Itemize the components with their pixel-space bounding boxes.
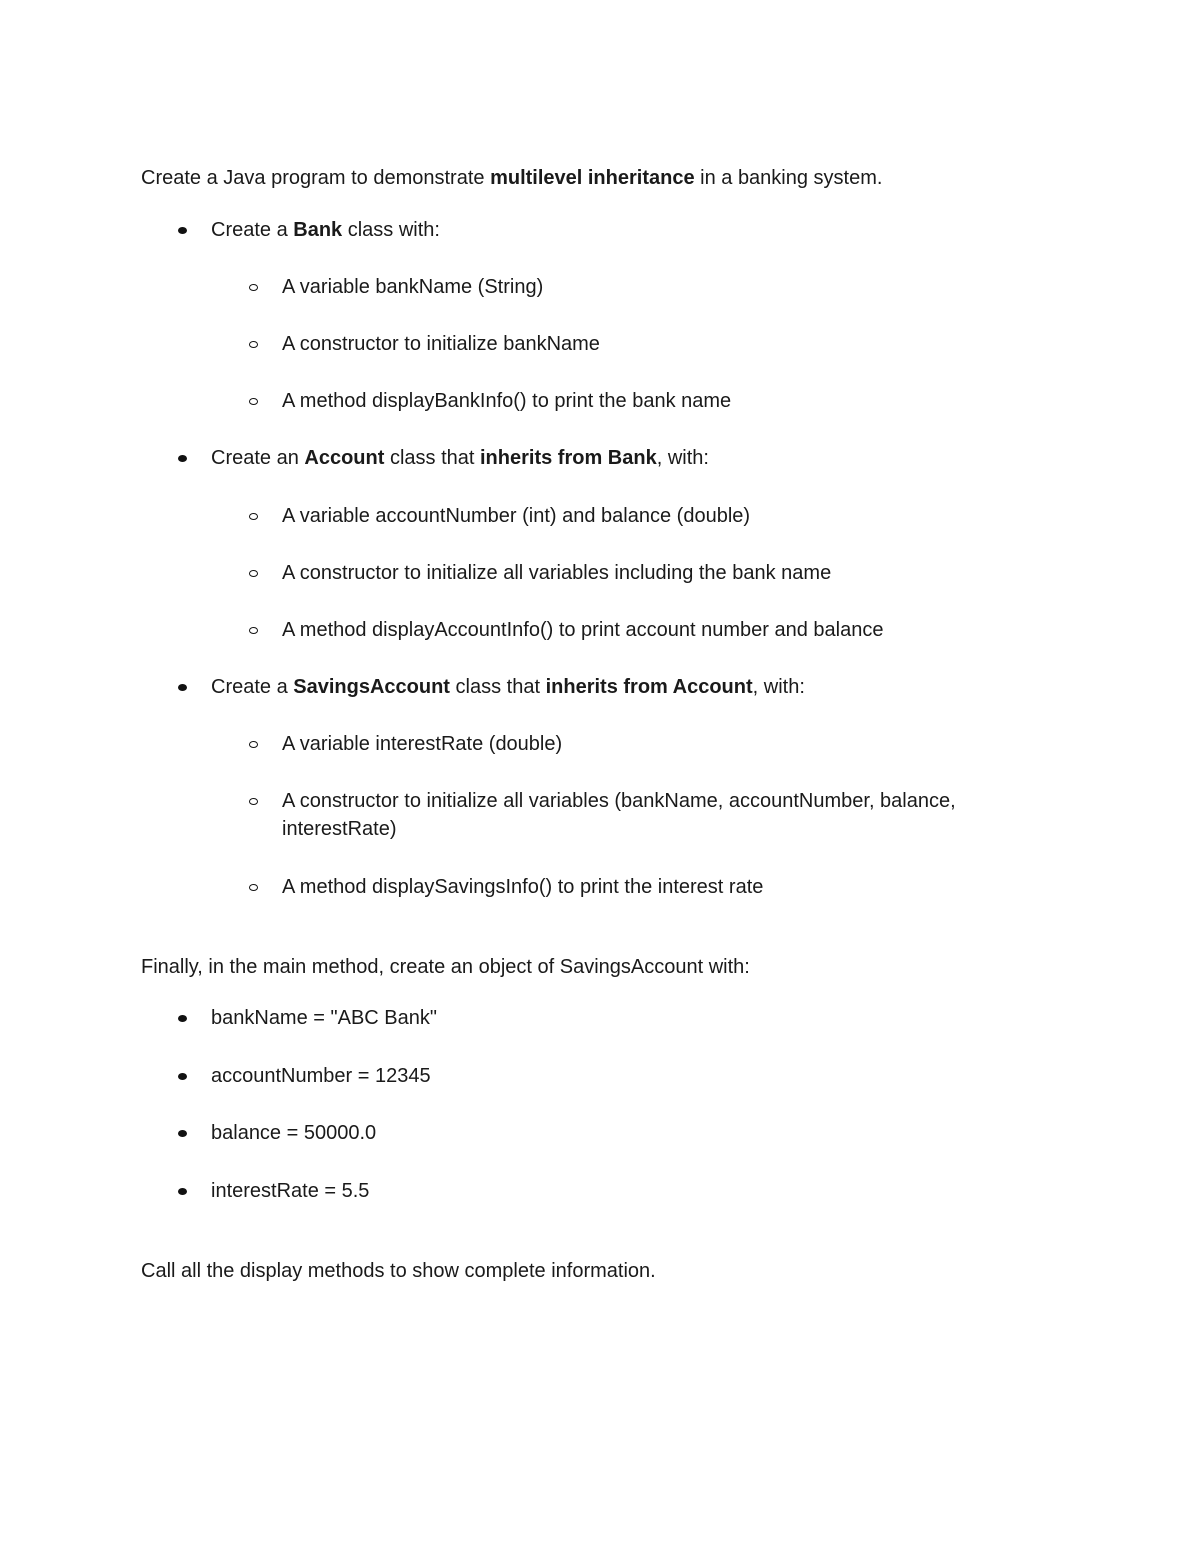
circle-bullet-icon — [249, 513, 258, 520]
bank-bold: Bank — [293, 219, 343, 241]
intro-bold: multilevel inheritance — [490, 167, 695, 189]
bullet-icon — [178, 1188, 187, 1195]
savings-text: Create a — [211, 676, 294, 698]
circle-bullet-icon — [249, 798, 258, 805]
closing-paragraph: Call all the display methods to show complete information. — [141, 1260, 656, 1282]
circle-bullet-icon — [249, 627, 258, 634]
circle-bullet-icon — [249, 884, 258, 891]
savings-inherits-bold: inherits from Account — [545, 676, 753, 698]
circle-bullet-icon — [249, 341, 258, 348]
circle-bullet-icon — [249, 284, 258, 291]
list-item: A variable interestRate (double) — [282, 733, 563, 755]
list-item-continuation: interestRate) — [282, 818, 397, 840]
savings-text-end: , with: — [752, 676, 805, 698]
list-item: accountNumber = 12345 — [211, 1065, 431, 1087]
bullet-icon — [178, 684, 187, 691]
bullet-icon — [178, 1015, 187, 1022]
account-text-end: , with: — [656, 447, 709, 469]
list-item: A method displaySavingsInfo() to print the interest rate — [282, 876, 764, 898]
list-item: bankName = "ABC Bank" — [211, 1007, 437, 1029]
list-item: A constructor to initialize all variables (bankName, accountNumber, balance, — [282, 790, 956, 812]
account-inherits-bold: inherits from Bank — [480, 447, 657, 469]
list-item: A method displayAccountInfo() to print account number and balance — [282, 619, 884, 641]
bank-text-end: class with: — [342, 219, 440, 241]
intro-paragraph — [141, 164, 882, 192]
list-item: A method displayBankInfo() to print the bank name — [282, 390, 732, 412]
bank-bullet — [211, 216, 440, 244]
bullet-icon — [178, 227, 187, 234]
circle-bullet-icon — [249, 741, 258, 748]
list-item: interestRate = 5.5 — [211, 1180, 370, 1202]
intro-text-end: in a banking system. — [694, 167, 883, 189]
account-text-mid: class that — [384, 447, 480, 469]
bullet-icon — [178, 1130, 187, 1137]
bullet-icon — [178, 1073, 187, 1080]
bank-text: Create a — [211, 219, 294, 241]
list-item: balance = 50000.0 — [211, 1122, 377, 1144]
list-item: A variable bankName (String) — [282, 276, 544, 298]
savings-bold: SavingsAccount — [293, 676, 450, 698]
list-item: A variable accountNumber (int) and balance (double) — [282, 505, 751, 527]
circle-bullet-icon — [249, 570, 258, 577]
list-item: A constructor to initialize all variables including the bank name — [282, 562, 832, 584]
list-item: A constructor to initialize bankName — [282, 333, 600, 355]
savings-text-mid: class that — [449, 676, 546, 698]
account-bullet — [211, 444, 709, 472]
account-bold: Account — [304, 447, 385, 469]
account-text: Create an — [211, 447, 305, 469]
bullet-icon — [178, 455, 187, 462]
circle-bullet-icon — [249, 398, 258, 405]
intro-text: Create a Java program to demonstrate — [141, 167, 491, 189]
finally-paragraph: Finally, in the main method, create an object of SavingsAccount with: — [141, 956, 750, 978]
savings-bullet — [211, 673, 805, 701]
